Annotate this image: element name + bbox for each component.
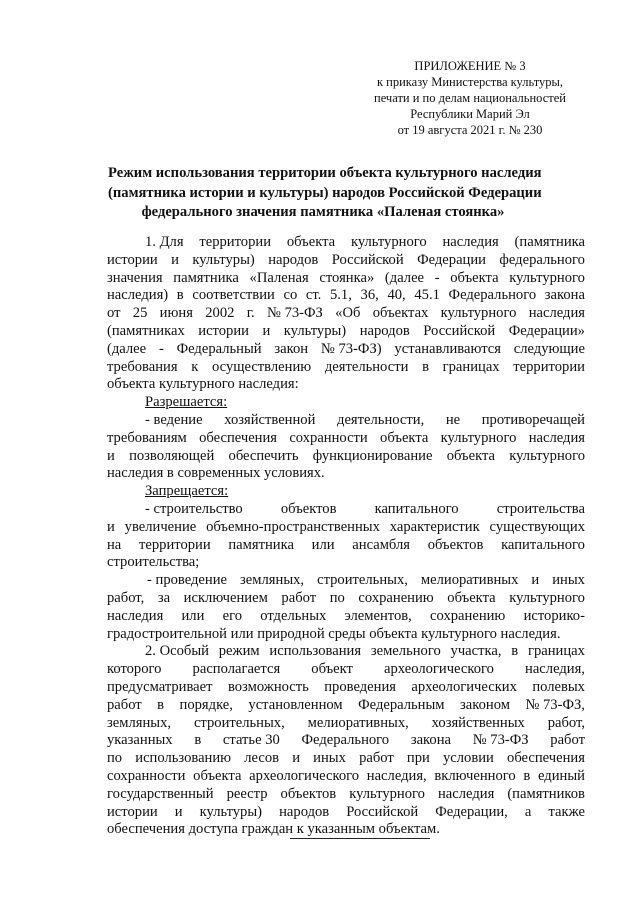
word: ансамбля: [352, 536, 410, 553]
text-line: [107, 465, 585, 483]
word: 36,: [360, 287, 379, 304]
word: существующих: [489, 518, 585, 535]
word: обеспечения доступа граждан к указанным объектам.: [107, 821, 440, 838]
word: № 73-ФЗ: [472, 732, 529, 749]
text-line: [107, 252, 585, 270]
word: границах: [442, 358, 500, 375]
word: № 73-ФЗ): [320, 340, 382, 357]
word: работ: [281, 589, 317, 606]
word: объекта: [446, 447, 496, 464]
word: Федерации,: [435, 803, 508, 820]
word: (памятниках: [107, 322, 185, 339]
word: при: [406, 750, 430, 767]
word: строительства: [496, 500, 585, 517]
word: закона: [410, 732, 451, 749]
word: федерального: [499, 251, 585, 268]
word: - строительство: [145, 500, 243, 517]
document-title: [108, 164, 542, 223]
word: требования: [107, 358, 178, 375]
allowed-label: Разрешается:: [145, 394, 228, 411]
word: характеристик: [389, 518, 480, 535]
word: сохранению: [358, 589, 434, 606]
word: строительных,: [317, 572, 408, 589]
word: и: [292, 750, 301, 767]
word: проведения: [324, 678, 396, 695]
word: включенного: [434, 767, 516, 784]
word: народов: [359, 322, 410, 339]
word: отдельных: [260, 607, 327, 624]
word: осуществлению: [212, 358, 312, 375]
word: режим: [218, 643, 260, 660]
word: сохранности: [107, 767, 186, 784]
word: культурного: [350, 234, 427, 250]
word: истории: [198, 322, 249, 339]
word: объекта: [286, 234, 336, 250]
word: хозяйственной: [224, 411, 316, 428]
word: ст.: [305, 287, 322, 304]
word: обеспечения: [507, 750, 585, 767]
text-line: [107, 608, 585, 626]
word: государственный: [107, 785, 214, 802]
word: объекта: [193, 767, 242, 784]
word: наследия,: [525, 661, 585, 678]
title-line: (памятника истории и культуры) народов Российской Федерации: [108, 184, 542, 201]
appendix-header: [355, 58, 585, 138]
word: объемно-пространственных: [206, 518, 380, 535]
word: полевых: [532, 678, 585, 695]
word: (памятника: [514, 234, 585, 250]
word: градостроительной или природной среды объекта культурного наследия.: [107, 625, 561, 642]
word: культуры): [199, 803, 263, 820]
word: Федерации»: [508, 322, 585, 339]
word: порядке,: [179, 696, 233, 713]
text-line: [107, 448, 585, 466]
word: работ: [107, 696, 142, 713]
word: к: [191, 358, 199, 375]
word: - ведение: [145, 411, 203, 428]
title-line: Режим использования территории объекта культурного наследия: [108, 165, 542, 181]
word: 1. Для: [145, 234, 184, 250]
word: капитального: [501, 536, 585, 553]
word: объектов: [280, 500, 337, 517]
word: располагается: [192, 661, 281, 678]
word: 2. Особый: [145, 643, 209, 660]
word: объекта культурного наследия:: [107, 376, 299, 393]
text-line: [107, 287, 585, 305]
word: работ: [359, 750, 394, 767]
word: мелиоративных,: [307, 714, 409, 731]
word: «Об: [335, 305, 361, 322]
word: 40,: [387, 287, 406, 304]
word: в: [176, 287, 184, 304]
word: за: [157, 589, 171, 606]
word: земляных,: [240, 572, 305, 589]
word: (памятников: [507, 785, 585, 802]
word: на: [107, 536, 122, 553]
word: истории: [107, 251, 158, 268]
word: культурного: [509, 589, 585, 606]
text-line: [107, 697, 585, 715]
word: работ,: [107, 589, 145, 606]
word: в: [422, 358, 429, 375]
word: Российской: [423, 322, 496, 339]
word: - проведение: [147, 572, 228, 589]
word: наследия,: [366, 767, 427, 784]
word: участка,: [450, 643, 502, 660]
word: культуры): [283, 322, 347, 339]
word: также: [548, 803, 585, 820]
word: капитального: [374, 500, 459, 517]
word: стоянка»: [319, 269, 375, 286]
word: народов: [279, 803, 330, 820]
word: 5.1,: [329, 287, 352, 304]
text-line: [107, 305, 585, 323]
word: археологического: [384, 661, 494, 678]
text-line: [107, 750, 585, 768]
word: археологического: [249, 767, 360, 784]
word: «Паленая: [249, 269, 309, 286]
word: законом: [460, 696, 510, 713]
word: культуры): [192, 251, 255, 268]
word: в: [194, 732, 202, 749]
word: соответствии: [192, 287, 275, 304]
text-line: [107, 821, 585, 839]
closing-rule: [290, 838, 430, 839]
word: сохранению: [430, 607, 506, 624]
word: наследия: [442, 234, 499, 250]
text-line: [107, 715, 585, 733]
word: позволяющей: [129, 447, 215, 464]
appendix-line: печати и по делам национальностей: [374, 91, 566, 105]
text-line: [107, 430, 585, 448]
text-line: [107, 661, 585, 679]
word: иных: [552, 572, 585, 589]
text-line: [107, 323, 585, 341]
word: Федерации: [417, 251, 486, 268]
word: Федеральный: [176, 340, 262, 357]
word: мелиоративных: [420, 572, 519, 589]
appendix-line: Республики Марий Эл: [410, 107, 530, 121]
word: значения: [107, 269, 163, 286]
appendix-date: от 19 августа 2021 г. № 230: [397, 123, 543, 137]
word: работ: [550, 732, 585, 749]
word: объект: [311, 661, 353, 678]
word: территории: [513, 358, 585, 375]
word: наследия: [528, 305, 585, 322]
word: границах: [527, 643, 585, 660]
word: использованию: [135, 750, 232, 767]
title-line: федерального значения памятника «Паленая стоянка»: [141, 204, 505, 220]
word: или: [181, 607, 205, 624]
text-line: [107, 572, 585, 590]
word: культурного: [349, 785, 425, 802]
word: работ,: [547, 714, 585, 731]
word: -: [158, 340, 164, 357]
word: народов: [268, 251, 319, 268]
word: в: [157, 696, 165, 713]
word: лесов: [244, 750, 280, 767]
word: требованиям: [107, 429, 187, 446]
text-line: [107, 537, 585, 555]
word: Федерального: [448, 287, 537, 304]
word: г.: [246, 305, 255, 322]
allowed-label-row: [107, 394, 585, 412]
word: и: [107, 518, 115, 535]
text-line: [107, 554, 585, 572]
word: закон: [274, 340, 309, 357]
word: указанных: [107, 732, 173, 749]
word: 45.1: [414, 287, 440, 304]
word: археологических: [411, 678, 517, 695]
word: по: [107, 750, 123, 767]
word: функционирование: [312, 447, 433, 464]
appendix-title: ПРИЛОЖЕНИЕ № 3: [414, 59, 526, 73]
word: памятника: [173, 269, 239, 286]
document-body: [107, 234, 585, 839]
word: увеличение: [124, 518, 197, 535]
word: 2002: [205, 305, 235, 322]
word: (далее: [384, 269, 425, 286]
word: объектах: [372, 305, 429, 322]
word: иных: [313, 750, 346, 767]
word: сохранности: [289, 429, 368, 446]
text-line: [107, 732, 585, 750]
word: в: [523, 767, 531, 784]
word: хозяйственных: [431, 714, 525, 731]
word: культурного: [509, 269, 585, 286]
text-line: [107, 519, 585, 537]
word: возможность: [227, 678, 309, 695]
word: территории: [139, 536, 211, 553]
text-line: [107, 804, 585, 822]
word: объектов: [427, 536, 484, 553]
text-line: [107, 679, 585, 697]
word: реестр: [226, 785, 268, 802]
word: территории: [199, 234, 272, 250]
text-line: [107, 234, 585, 252]
text-line: [107, 786, 585, 804]
word: и: [171, 251, 179, 268]
word: обеспечить: [228, 447, 299, 464]
word: наследия: [107, 607, 164, 624]
word: Российской: [346, 803, 419, 820]
text-line: [107, 359, 585, 377]
word: Федеральным: [358, 696, 445, 713]
word: истории: [107, 803, 158, 820]
word: по: [329, 589, 345, 606]
word: и: [107, 447, 115, 464]
word: элементов,: [344, 607, 412, 624]
word: земляных,: [107, 714, 172, 731]
text-line: [107, 501, 585, 519]
word: а: [524, 803, 532, 820]
appendix-line: к приказу Министерства культуры,: [376, 75, 564, 89]
word: наследия): [107, 287, 169, 304]
text-line: [107, 376, 585, 394]
forbidden-label: Запрещается:: [145, 483, 229, 500]
word: исключением: [183, 589, 268, 606]
word: памятника: [228, 536, 294, 553]
word: -: [434, 269, 440, 286]
text-line: [107, 270, 585, 288]
word: от: [107, 305, 121, 322]
text-line: [107, 412, 585, 430]
word: наследия: [528, 429, 585, 446]
word: деятельности,: [337, 411, 425, 428]
word: № 73-ФЗ,: [525, 696, 585, 713]
word: противоречащей: [481, 411, 585, 428]
word: установленном: [248, 696, 343, 713]
word: объекта: [450, 269, 499, 286]
word: наследия в современных условиях.: [107, 465, 325, 482]
word: культурного: [440, 305, 517, 322]
text-line: [107, 590, 585, 608]
word: культурного: [440, 429, 517, 446]
word: закона: [544, 287, 585, 304]
word: предусматривает: [107, 678, 213, 695]
word: земельного: [370, 643, 441, 660]
word: строительства;: [107, 554, 200, 571]
word: и: [531, 572, 540, 589]
word: единый: [537, 767, 585, 784]
word: следующие: [513, 340, 585, 357]
word: или: [311, 536, 335, 553]
forbidden-label-row: [107, 483, 585, 501]
word: которого: [107, 661, 162, 678]
word: объекта: [447, 589, 496, 606]
word: Федерального: [301, 732, 390, 749]
word: строительных,: [193, 714, 285, 731]
text-line: [107, 768, 585, 786]
word: в: [511, 643, 519, 660]
text-line: [107, 643, 585, 661]
word: обеспечения: [199, 429, 278, 446]
word: не: [445, 411, 461, 428]
word: Российской: [331, 251, 404, 268]
word: культурного: [509, 447, 585, 464]
word: (далее: [107, 340, 147, 357]
text-line: [107, 341, 585, 359]
word: деятельности: [324, 358, 409, 375]
word: его: [222, 607, 243, 624]
word: условии: [442, 750, 494, 767]
word: объекта: [380, 429, 429, 446]
word: и: [262, 322, 271, 339]
word: объектов: [280, 785, 337, 802]
word: наследия: [438, 785, 495, 802]
word: 25: [132, 305, 148, 322]
word: № 73-ФЗ: [267, 305, 323, 322]
word: использования: [269, 643, 362, 660]
word: устанавливаются: [394, 340, 501, 357]
word: и: [174, 803, 183, 820]
word: статье 30: [222, 732, 280, 749]
word: июня: [159, 305, 193, 322]
word: со: [283, 287, 298, 304]
word: историко-: [523, 607, 585, 624]
text-line: [107, 626, 585, 644]
